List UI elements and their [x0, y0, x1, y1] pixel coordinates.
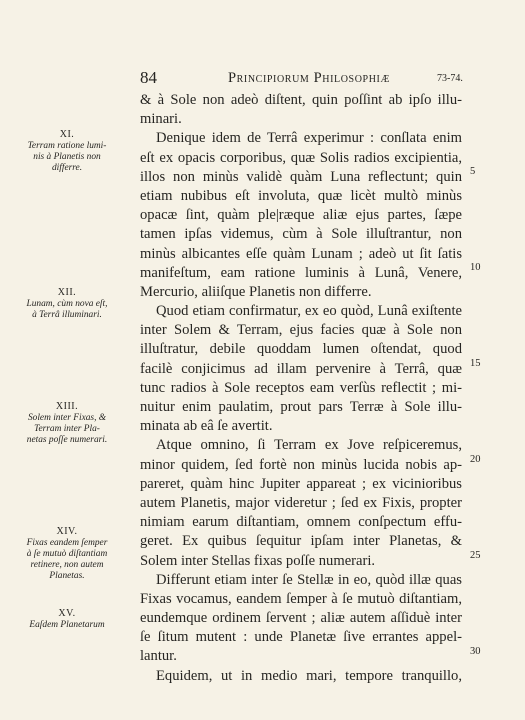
marginal-note-line: Planetas.: [49, 571, 85, 581]
section-range: 73-74.: [437, 73, 463, 84]
marginal-notes: [0, 0, 130, 720]
text-line: Differunt etiam inter ſe Stellæ in eo, quòd illæ quas: [156, 571, 462, 588]
line-number: 30: [470, 646, 481, 657]
marginal-note-line: à Terrâ illuminari.: [32, 310, 102, 320]
text-line: etiam nubibus eſt involuta, quæ licèt multò minùs: [140, 187, 462, 204]
text-line: manifeſtum, eam ratione luminis à Lunâ, Venere,: [140, 264, 462, 281]
marginal-note-xiii: [4, 400, 130, 446]
page-number: 84: [140, 68, 157, 87]
text-line: Quod etiam confirmatur, ex eo quòd, Lunâ exiſtente: [156, 303, 462, 320]
text-line: tunc radios à Sole receptos eam verſùs reflectit ; mi-: [140, 379, 462, 396]
marginal-note-number: XIII.: [55, 401, 79, 412]
marginal-note-line: Terram inter Pla-: [34, 424, 100, 434]
text-line: minor quidem, ſed fortè non minùs lucida nobis ap-: [140, 456, 462, 473]
marginal-note-line: differre.: [51, 163, 83, 173]
line-numbers: [470, 0, 510, 720]
text-line: Equidem, ut in medio mari, tempore tranquillo,: [156, 667, 462, 684]
text-line: illos non minùs validè quàm Luna reflectunt; quin: [140, 168, 462, 185]
marginal-note-line: Eaſdem Planetarum: [29, 620, 105, 630]
text-line: & à Sole non adeò diſtent, quin poſſint ab ipſo illu-: [140, 92, 462, 108]
marginal-note-line: nis à Planetis non: [33, 152, 101, 162]
line-number: 5: [470, 166, 476, 177]
marginal-note-number: XI.: [59, 129, 75, 140]
text-line: nuitur enim paulatim, prout pars Terræ à Sole illu-: [140, 399, 462, 415]
marginal-note-line: Lunam, cùm nova eſt,: [26, 299, 108, 309]
text-line: nimiam earum diſtantiam, omnem conſpectum effu-: [140, 514, 462, 531]
line-number: 10: [470, 262, 481, 273]
marginal-note-number: XV.: [58, 608, 76, 619]
marginal-note-xi: [4, 128, 130, 174]
marginal-note-number: XIV.: [56, 526, 78, 537]
text-line: Solem inter Stellas fixas poſſe numerari.: [140, 552, 376, 569]
marginal-note-xiv: [4, 525, 130, 582]
marginal-note-line: Solem inter Fixas, &: [27, 413, 107, 423]
running-title: Principiorum Philosophiæ: [228, 70, 390, 86]
marginal-note-line: Fixas eandem ſemper: [26, 538, 108, 548]
marginal-note-xii: [4, 286, 130, 321]
text-line: eſt ex opacis corporibus, quæ Solis radios excipientia,: [140, 149, 462, 166]
text-line: minari.: [140, 111, 182, 128]
marginal-note-number: XII.: [57, 287, 77, 298]
text-line: facilè conjicimus ad illam pervenire à Terrâ, quæ: [140, 360, 462, 377]
text-line: lantur.: [140, 648, 177, 665]
marginal-note-line: à ſe mutuò diſtantiam: [26, 549, 108, 559]
marginal-note-xv: [4, 607, 130, 631]
text-line: Mercurio, aliiſque Planetis non differre.: [140, 283, 372, 300]
text-line: tamen ipſas videmus, cùm à Sole illuſtrantur, non: [140, 226, 462, 243]
line-number: 15: [470, 358, 481, 369]
text-line: ſe ſitum mutent : unde Planetæ ſive errantes appel-: [140, 629, 462, 646]
text-line: autem Planetis, major videretur ; ſed ex Fixis, propter: [140, 494, 462, 511]
marginal-note-line: retinere, non autem: [30, 560, 104, 570]
text-line: Fixas vocamus, eandem ſemper à ſe mutuò diſtantiam,: [140, 590, 462, 607]
text-line: inter Solem & Terram, ejus facies quæ à Sole non: [140, 322, 462, 339]
text-line: eundemque ordinem ſervent ; aliæ autem aſſiduè inter: [140, 610, 462, 627]
marginal-note-line: Terram ratione lumi-: [27, 141, 107, 151]
text-line: opacæ ſint, quàm ple|ræque aliæ ejus partes, ſæpe: [140, 207, 462, 224]
text-line: illuſtratur, debile quoddam lumen oſtendat, quod: [140, 341, 462, 358]
text-line: Atque omnino, ſi Terram ex Jove reſpiceremus,: [156, 437, 462, 454]
text-line: minùs albicantes eſſe quàm Lunam ; adeò ut ſit ſatis: [140, 245, 462, 262]
line-number: 25: [470, 550, 481, 561]
marginal-note-line: netas poſſe numerari.: [26, 435, 108, 445]
main-text: [140, 91, 462, 686]
text-line: minata ab eâ ſe avertit.: [140, 418, 273, 435]
text-line: pareret, quàm hinc Jupiter appareat ; ex vicinioribus: [140, 475, 462, 492]
line-number: 20: [470, 454, 481, 465]
text-line: Denique idem de Terrâ experimur : conſlata enim: [156, 130, 462, 147]
text-line: geret. Ex quibus ſequitur ipſam inter Planetas, &: [140, 533, 462, 550]
